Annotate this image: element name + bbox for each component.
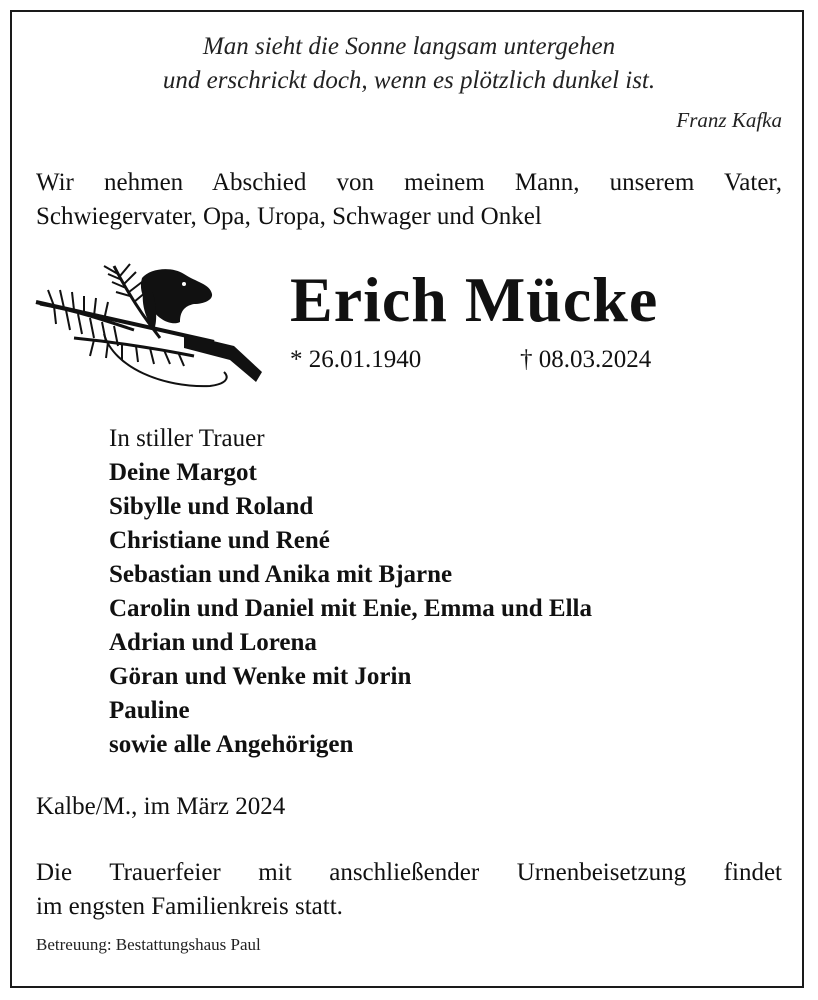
death-date: † 08.03.2024 <box>520 346 652 373</box>
mourner-name: Sibylle und Roland <box>109 493 314 520</box>
funeral-home-credit: Betreuung: Bestattungshaus Paul <box>36 935 261 954</box>
service-line-2: im engsten Familienkreis statt. <box>36 893 343 920</box>
mourner-name: Christiane und René <box>109 527 330 554</box>
mourner-name: sowie alle Angehörigen <box>109 731 354 758</box>
mourner-name: Deine Margot <box>109 459 257 486</box>
quote-line-2: und erschrickt doch, wenn es plötzlich dunkel ist. <box>162 67 656 94</box>
mourner-list <box>109 456 592 762</box>
intro-line-2: Schwiegervater, Opa, Uropa, Schwager und Onkel <box>36 203 542 230</box>
mourner-name: Carolin und Daniel mit Enie, Emma und Ella <box>109 595 592 622</box>
mourner-name: Pauline <box>109 697 190 724</box>
service-line-1: Die Trauerfeier mit anschließender Urnenbeisetzung findet <box>36 859 782 886</box>
mourner-name: Göran und Wenke mit Jorin <box>109 663 412 690</box>
hunting-dog-rifle-fir-branch-icon <box>34 260 268 394</box>
mourner-name: Adrian und Lorena <box>109 629 317 656</box>
deceased-name: Erich Mücke <box>290 264 659 335</box>
quote-author: Franz Kafka <box>676 108 782 132</box>
mourning-heading: In stiller Trauer <box>109 425 265 452</box>
birth-date: * 26.01.1940 <box>290 346 422 373</box>
place-date: Kalbe/M., im März 2024 <box>36 793 286 820</box>
intro-line-1: Wir nehmen Abschied von meinem Mann, unserem Vater, <box>36 169 782 196</box>
quote-line-1: Man sieht die Sonne langsam untergehen <box>202 33 616 60</box>
mourner-name: Sebastian und Anika mit Bjarne <box>109 561 453 588</box>
